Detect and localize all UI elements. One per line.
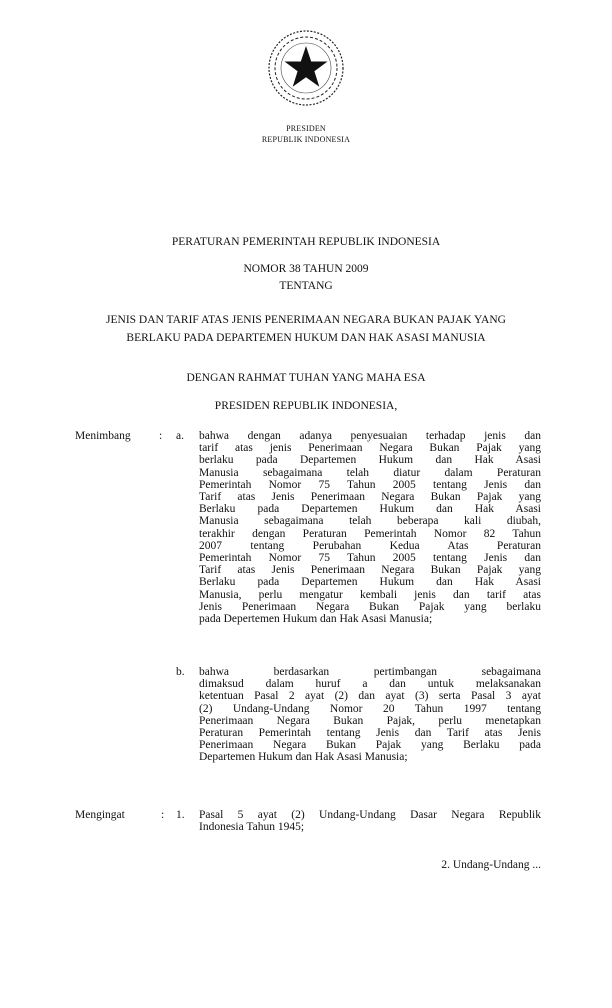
text-line: Manusia sebagaimana telah diatur dalam Peraturan xyxy=(199,466,541,479)
item-marker-1: 1. xyxy=(176,809,185,821)
presidential-seal-icon xyxy=(266,28,346,108)
about-heading: TENTANG xyxy=(279,280,333,292)
mengingat-label: Mengingat xyxy=(75,809,125,821)
text-line: Indonesia Tahun 1945; xyxy=(199,821,305,834)
text-line: bahwa dengan adanya penyesuaian terhadap jenis dan xyxy=(199,430,541,442)
text-line: pada Depertemen Hukum dan Hak Asasi Manusia; xyxy=(199,613,433,626)
text-line: Jenis Penerimaan Negara Bukan Pajak yang berlaku xyxy=(199,600,541,613)
item-marker-a: a. xyxy=(176,430,184,442)
text-line: Pasal 5 ayat (2) Undang-Undang Dasar Negara Republik xyxy=(199,809,541,821)
menimbang-item-b xyxy=(199,666,541,764)
page-continuation: 2. Undang-Undang ... xyxy=(441,859,541,871)
item-marker-b: b. xyxy=(176,666,185,678)
text-line: Penerimaan Negara Bukan Pajak, perlu menetapkan xyxy=(199,714,541,727)
issuer: PRESIDEN REPUBLIK INDONESIA, xyxy=(214,400,398,412)
text-line: dimaksud dalam huruf a dan untuk melaksanakan xyxy=(199,678,541,691)
text-line: Peraturan Pemerintah tentang Jenis dan Tarif atas Jenis xyxy=(199,727,541,740)
invocation: DENGAN RAHMAT TUHAN YANG MAHA ESA xyxy=(186,372,426,384)
text-line: bahwa berdasarkan pertimbangan sebagaimana xyxy=(199,666,541,678)
text-line: terakhir dengan Peraturan Pemerintah Nomor 82 Tahun xyxy=(199,527,541,540)
office-line-1: PRESIDEN xyxy=(286,124,326,133)
mengingat-item-1 xyxy=(199,809,541,833)
text-line: tarif atas jenis Penerimaan Negara Bukan Pajak yang xyxy=(199,442,541,455)
text-line: Berlaku pada Departemen Hukum dan Hak Asasi xyxy=(199,576,541,589)
text-line: Tarif atas Jenis Penerimaan Negara Bukan Pajak yang xyxy=(199,491,541,504)
text-line: Berlaku pada Departemen Hukum dan Hak Asasi xyxy=(199,503,541,516)
regulation-number: NOMOR 38 TAHUN 2009 xyxy=(243,263,369,275)
subject-line-2: BERLAKU PADA DEPARTEMEN HUKUM DAN HAK ASASI MANUSIA xyxy=(126,332,486,344)
text-line: (2) Undang-Undang Nomor 20 Tahun 1997 tentang xyxy=(199,702,541,715)
text-line: Pemerintah Nomor 75 Tahun 2005 tentang Jenis dan xyxy=(199,478,541,491)
office-line-2: REPUBLIK INDONESIA xyxy=(261,135,351,144)
text-line: ketentuan Pasal 2 ayat (2) dan ayat (3) serta Pasal 3 ayat xyxy=(199,690,541,703)
text-line: 2007 tentang Perubahan Kedua Atas Peraturan xyxy=(199,539,541,552)
menimbang-item-a xyxy=(199,430,541,625)
menimbang-colon: : xyxy=(159,430,163,442)
menimbang-label: Menimbang xyxy=(75,430,131,442)
regulation-title: PERATURAN PEMERINTAH REPUBLIK INDONESIA xyxy=(171,236,441,248)
text-line: Pemerintah Nomor 75 Tahun 2005 tentang Jenis dan xyxy=(199,552,541,565)
text-line: Tarif atas Jenis Penerimaan Negara Bukan Pajak yang xyxy=(199,564,541,577)
subject-line-1: JENIS DAN TARIF ATAS JENIS PENERIMAAN NEGARA BUKAN PAJAK YANG xyxy=(106,314,506,326)
text-line: Manusia, perlu mengatur kembali jenis dan tarif atas xyxy=(199,588,541,601)
text-line: Penerimaan Negara Bukan Pajak yang Berlaku pada xyxy=(199,739,541,752)
mengingat-colon: : xyxy=(161,809,165,821)
text-line: berlaku pada Departemen Hukum dan Hak Asasi xyxy=(199,454,541,467)
text-line: Manusia sebagaimana telah beberapa kali diubah, xyxy=(199,515,541,528)
text-line: Departemen Hukum dan Hak Asasi Manusia; xyxy=(199,751,408,764)
